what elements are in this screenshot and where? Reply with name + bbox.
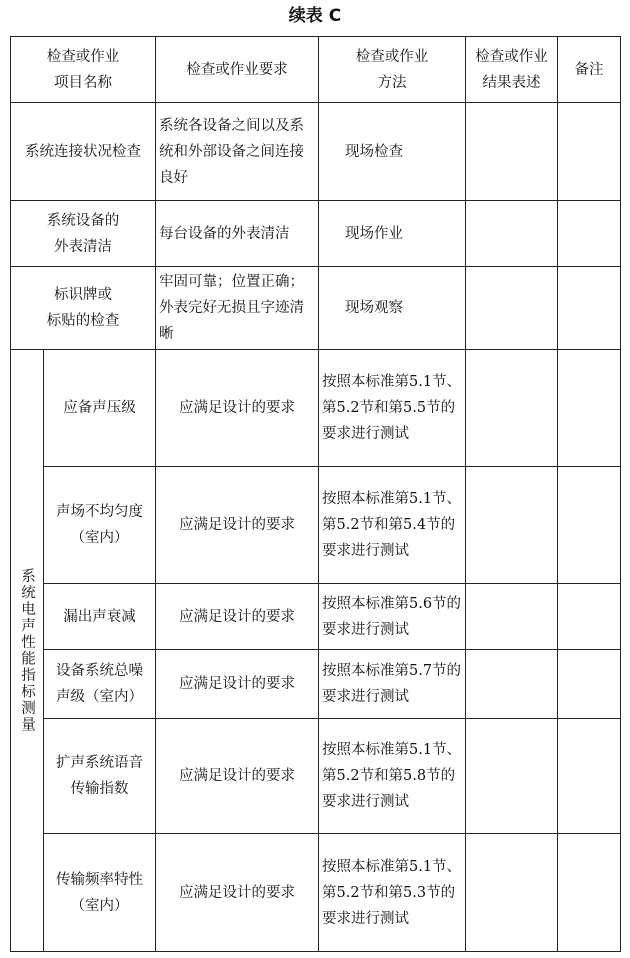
item-name-line2: 传输指数 (70, 781, 129, 797)
table-row (11, 719, 621, 834)
item-result (466, 719, 558, 834)
item-requirement: 应满足设计的要求 (156, 719, 319, 834)
table-row (11, 350, 621, 467)
item-result (466, 650, 558, 719)
item-result (466, 103, 558, 201)
table-row (11, 267, 621, 350)
header-method (319, 37, 466, 103)
item-remarks (558, 584, 621, 650)
item-name-line1: 标识牌或 (54, 287, 112, 303)
item-result (466, 467, 558, 584)
item-name-line1: 应备声压级 (63, 400, 136, 416)
header-item-name-line1: 检查或作业 (46, 48, 120, 65)
header-row (11, 37, 621, 103)
item-method: 按照本标准第5.7节的要求进行测试 (319, 650, 466, 719)
item-method: 按照本标准第5.1节、第5.2节和第5.4节的要求进行测试 (319, 467, 466, 584)
item-remarks (558, 650, 621, 719)
item-remarks (558, 201, 621, 267)
item-name-line1: 传输频率特性 (56, 871, 143, 888)
item-requirement: 应满足设计的要求 (156, 350, 319, 467)
item-name (44, 467, 156, 584)
item-result (466, 834, 558, 952)
table-row (11, 650, 621, 719)
item-name-line1: 系统连接状况检查 (25, 143, 141, 160)
item-name (44, 350, 156, 467)
item-method: 现场作业 (319, 201, 466, 267)
header-requirement: 检查或作业要求 (156, 37, 319, 103)
item-name-line2: 外表清洁 (54, 238, 112, 255)
item-name (44, 584, 156, 650)
table-row (11, 834, 621, 952)
item-name (44, 719, 156, 834)
item-remarks (558, 350, 621, 467)
header-result-line1: 检查或作业 (475, 48, 548, 65)
item-name (44, 650, 156, 719)
item-remarks (558, 103, 621, 201)
header-remarks: 备注 (558, 37, 621, 103)
item-name (44, 834, 156, 952)
item-method: 按照本标准第5.6节的要求进行测试 (319, 584, 466, 650)
item-requirement: 应满足设计的要求 (156, 650, 319, 719)
item-method: 现场检查 (319, 103, 466, 201)
item-name-line2: （室内） (70, 897, 129, 914)
item-requirement: 牢固可靠；位置正确；外表完好无损且字迹清晰 (156, 267, 319, 350)
item-name-line1: 声场不均匀度 (56, 504, 143, 520)
table-row (11, 103, 621, 201)
item-method: 按照本标准第5.1节、第5.2节和第5.5节的要求进行测试 (319, 350, 466, 467)
group-label: 系统电声性能指标测量 (11, 350, 44, 952)
item-remarks (558, 267, 621, 350)
table-row (11, 584, 621, 650)
table-title: 续表 C (288, 6, 342, 26)
item-name-line1: 漏出声衰减 (63, 608, 136, 625)
item-name-line2: 标贴的检查 (46, 313, 120, 329)
item-method: 现场观察 (319, 267, 466, 350)
inspection-table (10, 36, 621, 952)
item-name-line1: 系统设备的 (46, 212, 120, 229)
item-name-line2: 声级（室内） (56, 689, 143, 705)
item-requirement: 系统各设备之间以及系统和外部设备之间连接良好 (156, 103, 319, 201)
item-name (11, 103, 156, 201)
header-method-line1: 检查或作业 (355, 48, 429, 65)
item-result (466, 584, 558, 650)
item-result (466, 350, 558, 467)
item-method: 按照本标准第5.1节、第5.2节和第5.3节的要求进行测试 (319, 834, 466, 952)
item-remarks (558, 834, 621, 952)
item-requirement: 应满足设计的要求 (156, 584, 319, 650)
item-method: 按照本标准第5.1节、第5.2节和第5.8节的要求进行测试 (319, 719, 466, 834)
item-name-line1: 扩声系统语音 (56, 755, 143, 771)
item-requirement: 每台设备的外表清洁 (156, 201, 319, 267)
item-name (11, 267, 156, 350)
item-remarks (558, 467, 621, 584)
item-result (466, 201, 558, 267)
header-method-line2: 方法 (377, 74, 407, 91)
item-name-line1: 设备系统总噪 (56, 663, 143, 679)
item-remarks (558, 719, 621, 834)
item-name (11, 201, 156, 267)
header-item-name-line2: 项目名称 (54, 74, 112, 91)
item-requirement: 应满足设计的要求 (156, 467, 319, 584)
table-row (11, 467, 621, 584)
item-name-line2: （室内） (70, 530, 129, 546)
table-row (11, 201, 621, 267)
header-result (466, 37, 558, 103)
header-item-name (11, 37, 156, 103)
header-result-line2: 结果表述 (482, 74, 541, 91)
item-result (466, 267, 558, 350)
item-requirement: 应满足设计的要求 (156, 834, 319, 952)
